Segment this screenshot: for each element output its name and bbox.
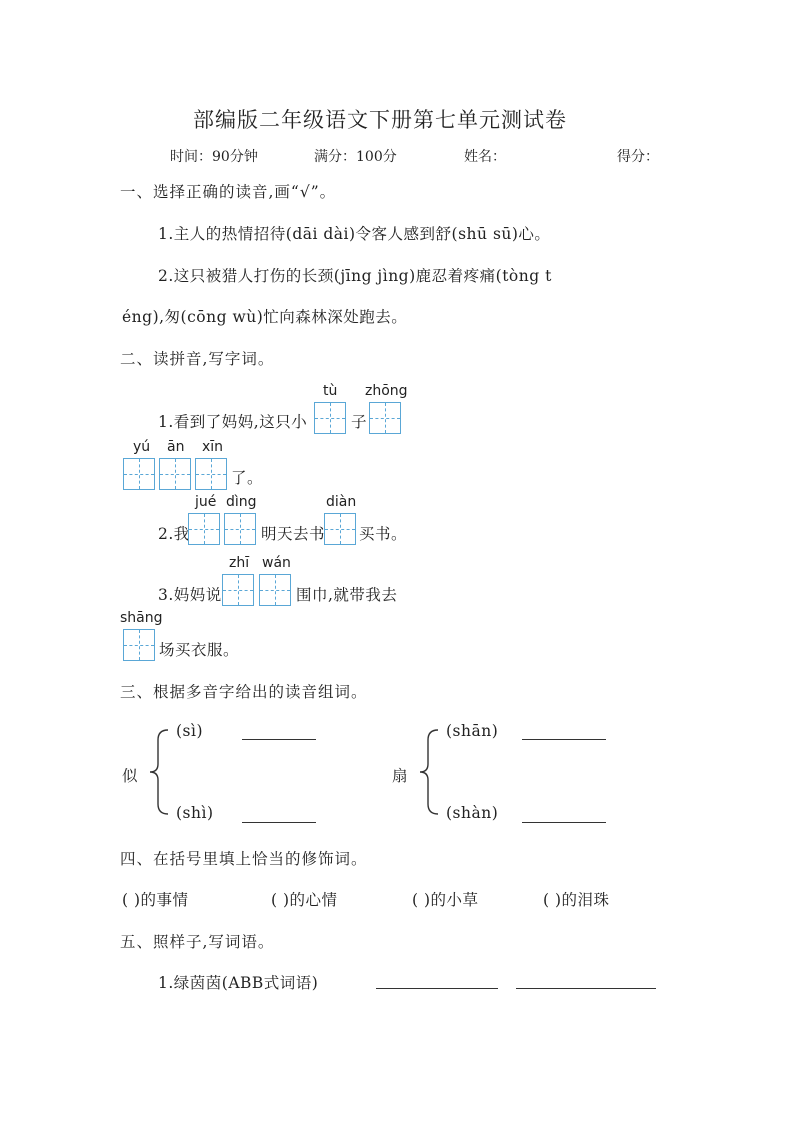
writing-box[interactable] [159,458,191,490]
s2-q2-text: 2.我 [158,525,190,543]
pinyin-tu: tù [323,383,338,399]
writing-box[interactable] [222,574,254,606]
s2-q3-mid: 围巾,就带我去 [296,586,398,604]
polyphone-char-si: 似 [122,767,139,785]
pinyin-shang: shāng [120,610,163,626]
pinyin-zhi: zhī [229,555,250,571]
section-3-heading: 三、根据多音字给出的读音组词。 [120,683,368,701]
pinyin-dian: diàn [326,494,357,510]
s1-question-1: 1.主人的热情招待(dāi dài)令客人感到舒(shū sū)心。 [158,225,551,243]
modifier-item[interactable]: ( )的心情 [271,891,338,909]
section-5-heading: 五、照样子,写词语。 [120,933,275,951]
pinyin-jue: jué [195,494,217,510]
modifier-item[interactable]: ( )的泪珠 [543,891,610,909]
answer-line[interactable] [242,739,316,740]
s1-question-2b: éng),匆(cōng wù)忙向森林深处跑去。 [122,308,408,326]
writing-box[interactable] [259,574,291,606]
writing-box[interactable] [123,458,155,490]
writing-box[interactable] [195,458,227,490]
writing-box[interactable] [314,402,346,434]
writing-box[interactable] [369,402,401,434]
answer-line[interactable] [376,988,498,989]
section-4-heading: 四、在括号里填上恰当的修饰词。 [120,850,368,868]
pinyin-xin: xīn [202,439,224,455]
answer-line[interactable] [516,988,656,989]
answer-line[interactable] [522,739,606,740]
s5-question-1: 1.绿茵茵(ABB式词语) [158,974,319,992]
pinyin-yu: yú [133,439,151,455]
writing-box[interactable] [324,513,356,545]
modifier-item[interactable]: ( )的事情 [122,891,189,909]
writing-box[interactable] [123,629,155,661]
reading-shan4: (shàn) [446,804,499,822]
s2-q2-end: 买书。 [359,525,408,543]
section-2-heading: 二、读拼音,写字词。 [120,350,275,368]
s2-q3-end: 场买衣服。 [159,641,240,659]
pinyin-ding: dìng [226,494,257,510]
brace-left [146,726,174,818]
reading-shi: (shì) [176,804,214,822]
polyphone-char-shan: 扇 [392,767,409,785]
s2-q1-text: 1.看到了妈妈,这只小 [158,413,308,431]
s2-q2-mid: 明天去书 [261,525,326,543]
time-label: 时间：90分钟 [170,149,258,165]
full-score-label: 满分：100分 [314,149,397,165]
answer-line[interactable] [522,822,606,823]
s2-q1-mid: 子 [351,413,368,431]
s1-question-2a: 2.这只被猎人打伤的长颈(jīng jìng)鹿忍着疼痛(tòng t [158,267,552,285]
writing-box[interactable] [188,513,220,545]
reading-shan1: (shān) [446,722,499,740]
pinyin-an: ān [167,439,185,455]
reading-si: (sì) [176,722,204,740]
modifier-item[interactable]: ( )的小草 [412,891,479,909]
name-label: 姓名： [464,149,506,165]
page-title: 部编版二年级语文下册第七单元测试卷 [193,108,567,132]
pinyin-wan: wán [262,555,291,571]
writing-box[interactable] [224,513,256,545]
answer-line[interactable] [242,822,316,823]
s2-q1-end: 了。 [231,469,264,487]
score-label: 得分： [617,149,659,165]
pinyin-zhong: zhōng [365,383,408,399]
section-1-heading: 一、选择正确的读音,画“√”。 [120,183,337,201]
brace-left [416,726,444,818]
s2-q3-text: 3.妈妈说 [158,586,222,604]
